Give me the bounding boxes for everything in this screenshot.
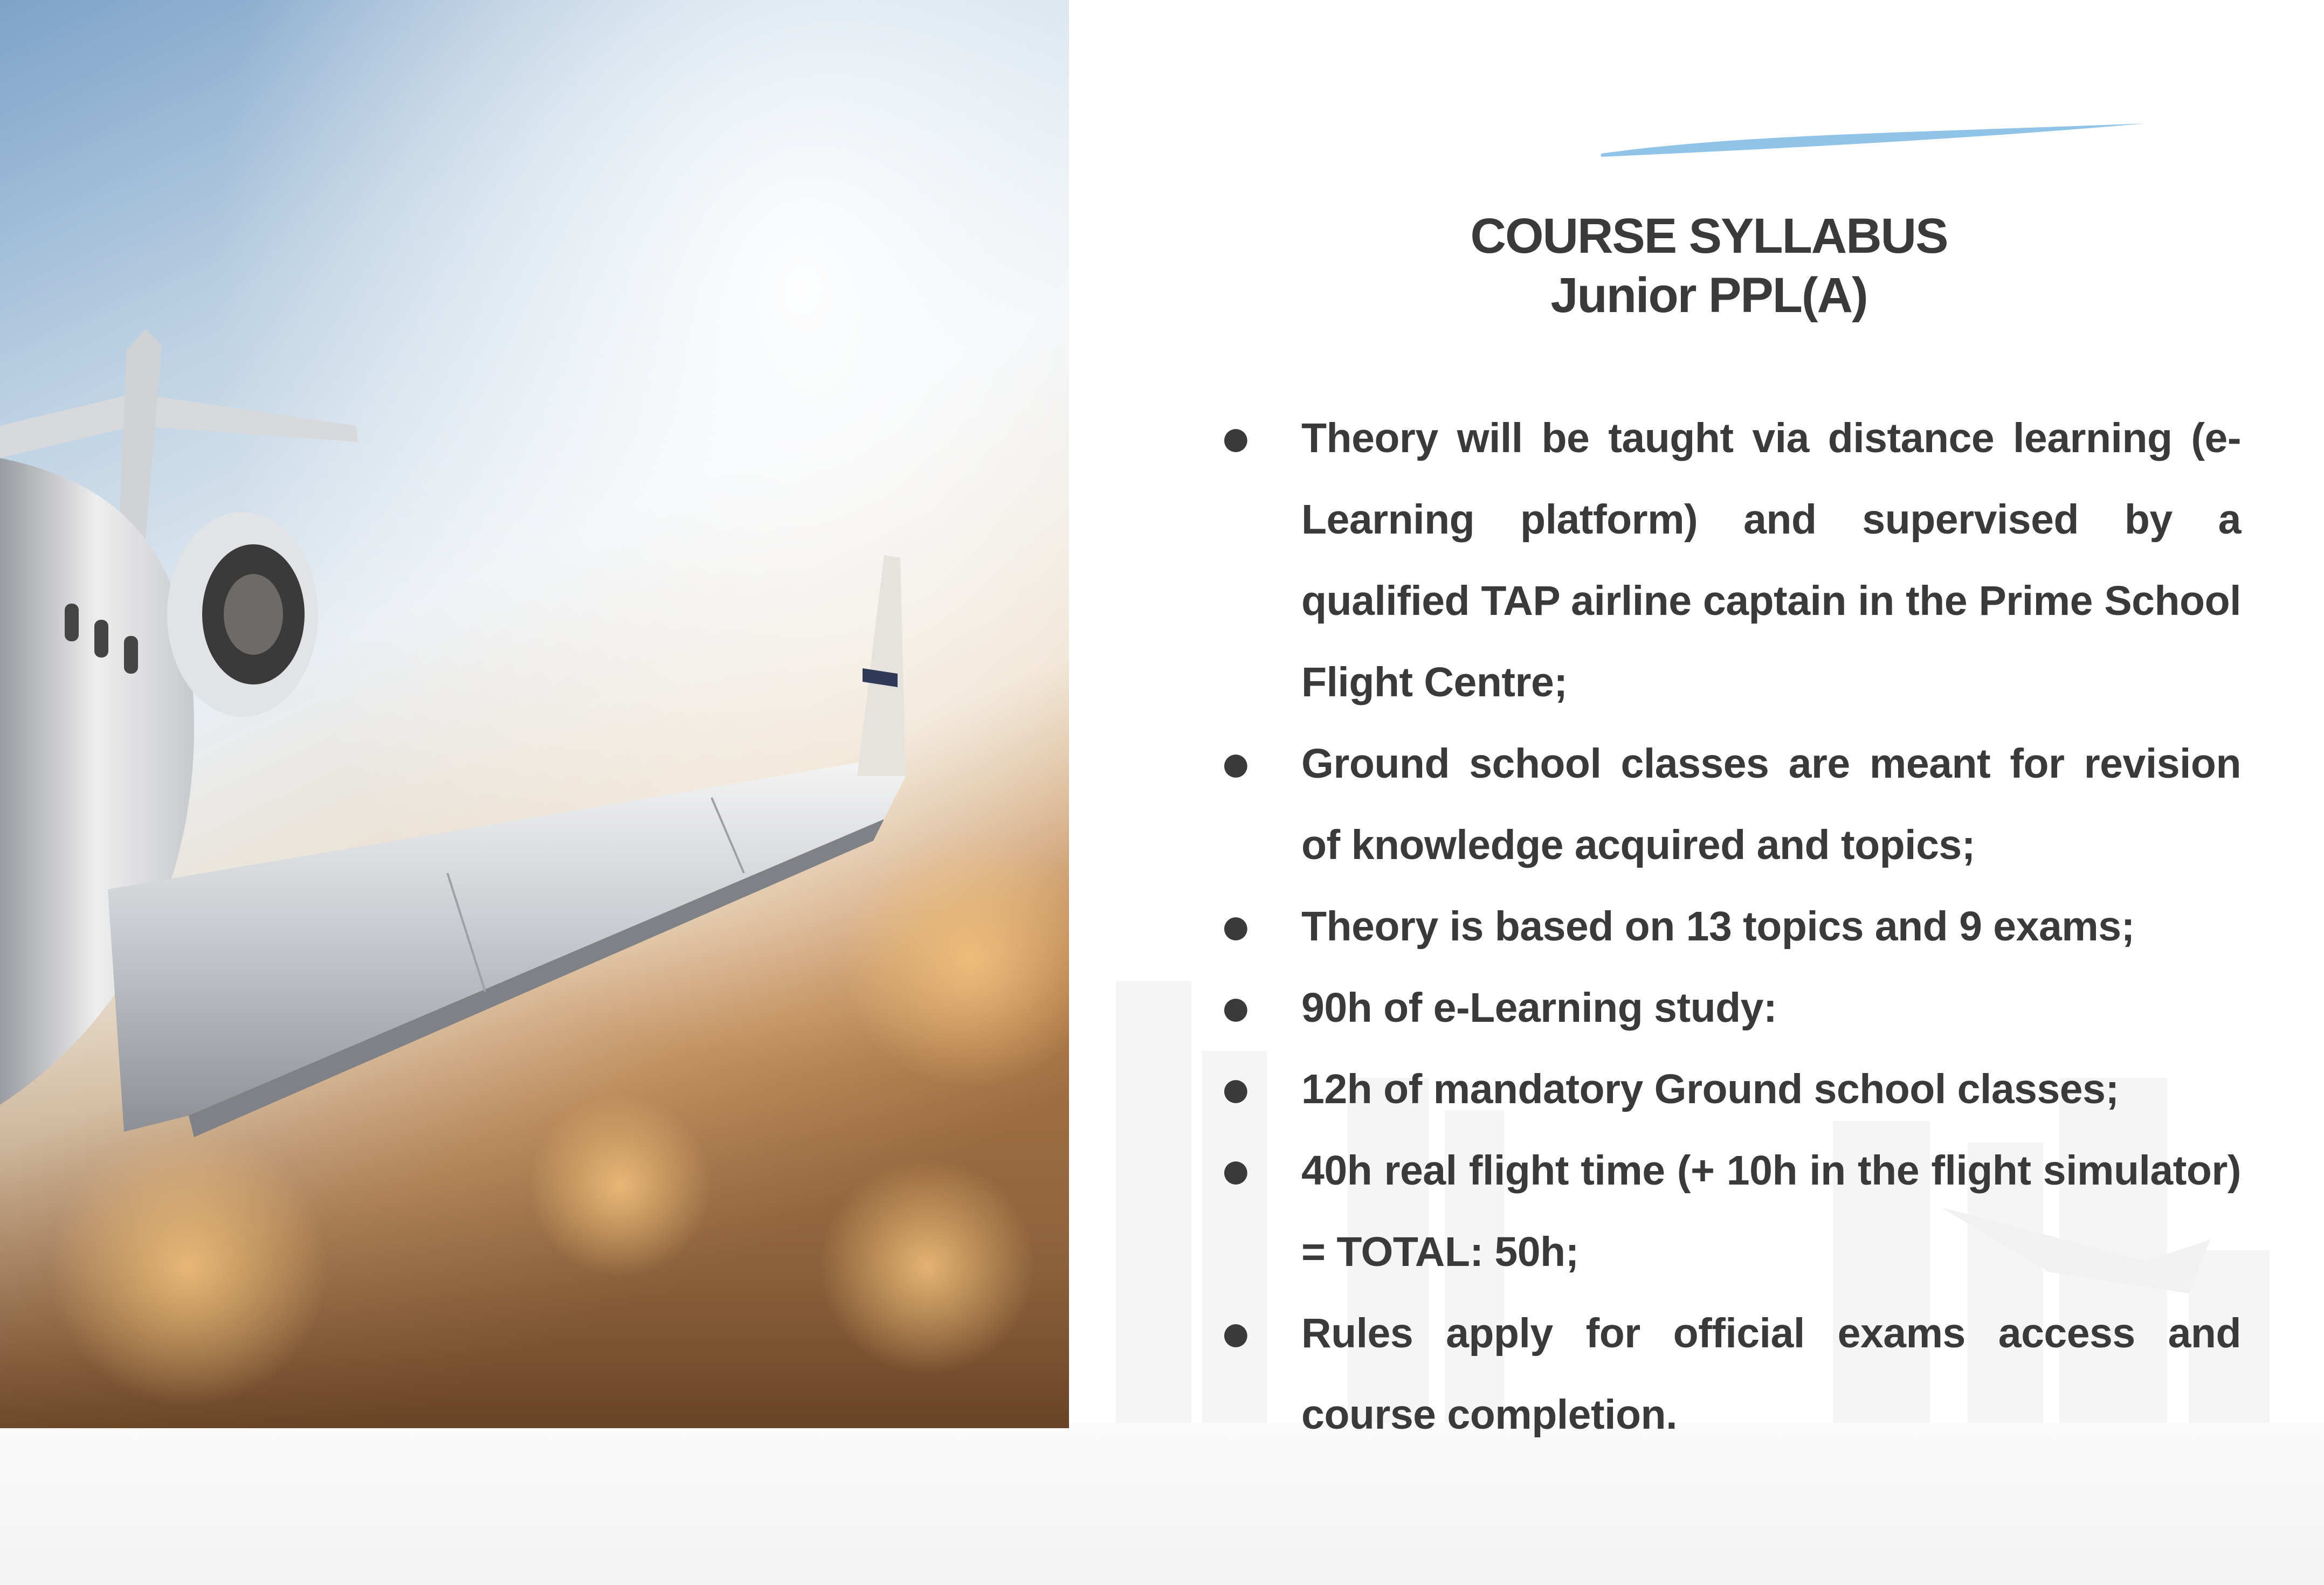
list-item-text: 40h real flight time (+ 10h in the flight simulator) = TOTAL: 50h; [1301,1147,2241,1275]
list-item-text: 90h of e-Learning study: [1301,985,1777,1031]
list-item-text: Theory is based on 13 topics and 9 exams; [1301,903,2135,950]
list-item-text: Ground school classes are meant for revision of knowledge acquired and topics; [1301,740,2241,868]
list-item-text: Rules apply for official exams access and course completion. [1301,1310,2241,1438]
list-item-text: 12h of mandatory Ground school classes; [1301,1066,2119,1112]
page-subtitle: Junior PPL(A) [1550,268,1867,323]
bullet-icon: ● [1222,991,1249,1026]
syllabus-list [1219,398,2241,1456]
bullet-icon: ● [1222,909,1249,944]
bullet-icon: ● [1222,421,1249,456]
list-item [1219,1049,2241,1130]
swoosh-decoration [1596,121,2156,159]
list-item [1219,967,2241,1049]
list-item [1219,886,2241,967]
list-item-text: Theory will be taught via distance learning (e-Learning platform) and supervised by a qualified TAP airline captain in the Prime School Flight Centre; [1301,415,2241,705]
list-item [1219,398,2241,723]
list-item [1219,1293,2241,1456]
list-item [1219,1130,2241,1293]
bullet-icon: ● [1222,1316,1249,1351]
list-item [1219,723,2241,886]
bullet-icon: ● [1222,1153,1249,1188]
jet-wing-photo [0,0,1069,1428]
bullet-icon: ● [1222,1072,1249,1107]
page-title: COURSE SYLLABUS [1470,209,1948,264]
bullet-icon: ● [1222,746,1249,781]
